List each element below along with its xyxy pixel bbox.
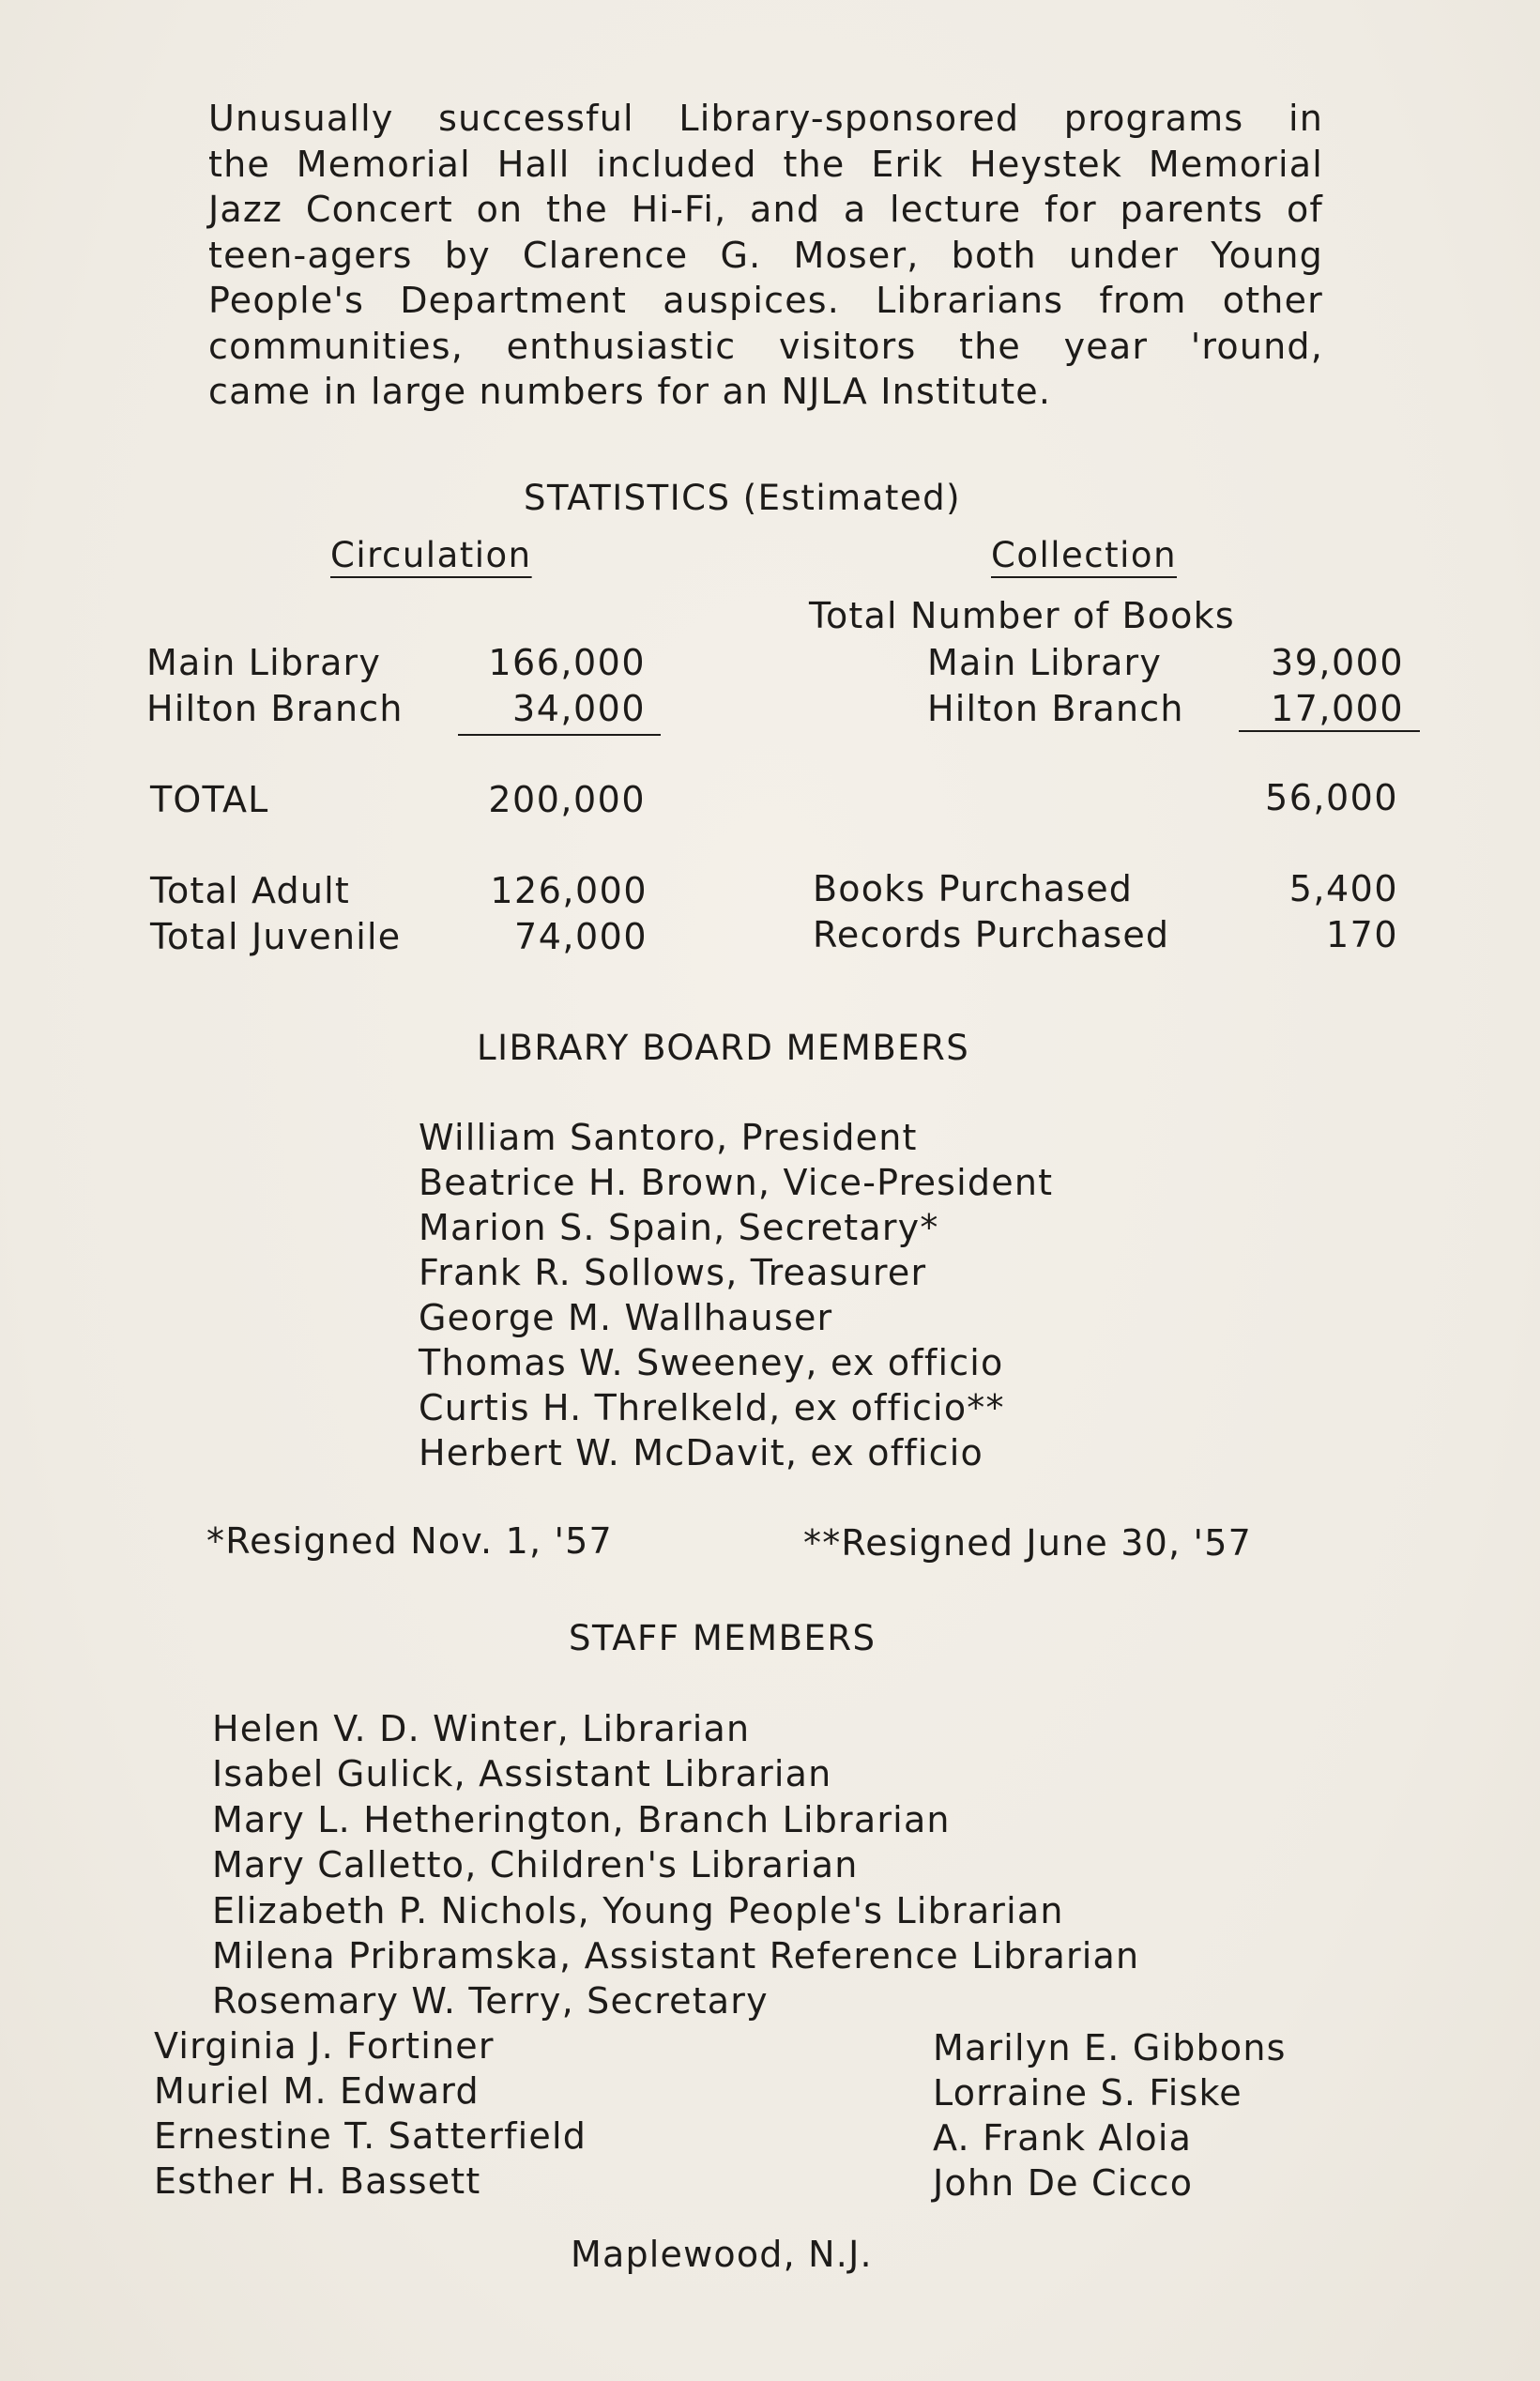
- collection-label-main: Main Library: [927, 642, 1163, 683]
- intro-line: Jazz Concert on the Hi-Fi, and a lecture for parents of: [208, 189, 1323, 230]
- records-purchased-value: 170: [1325, 914, 1398, 955]
- staff-right-name: Lorraine S. Fiske: [933, 2072, 1243, 2114]
- collection-heading: Collection: [991, 535, 1178, 575]
- circulation-sum-rule: [458, 734, 661, 736]
- intro-line: came in large numbers for an NJLA Institute.: [208, 371, 1052, 412]
- staff-right-name: A. Frank Aloia: [933, 2117, 1193, 2159]
- staff-member: Mary L. Hetherington, Branch Librarian: [212, 1799, 951, 1840]
- collection-total-value: 56,000: [1265, 777, 1398, 818]
- board-member: Herbert W. McDavit, ex officio: [419, 1432, 983, 1473]
- intro-line: Unusually successful Library-sponsored programs in: [208, 98, 1323, 139]
- staff-left-name: Ernestine T. Satterfield: [154, 2115, 587, 2157]
- staff-member: Elizabeth P. Nichols, Young People's Librarian: [212, 1890, 1064, 1931]
- board-footnote-2: **Resigned June 30, '57: [803, 1522, 1252, 1564]
- board-member: Thomas W. Sweeney, ex officio: [419, 1342, 1004, 1383]
- circulation-total-value: 200,000: [488, 779, 646, 820]
- collection-sum-rule: [1239, 730, 1420, 732]
- board-member: Curtis H. Threlkeld, ex officio**: [419, 1387, 1005, 1428]
- board-member: Marion S. Spain, Secretary*: [419, 1207, 939, 1248]
- circulation-heading: Circulation: [330, 535, 532, 575]
- board-member: William Santoro, President: [419, 1117, 918, 1158]
- staff-member: Rosemary W. Terry, Secretary: [212, 1980, 769, 2022]
- board-member: Frank R. Sollows, Treasurer: [419, 1252, 927, 1293]
- staff-member: Isabel Gulick, Assistant Librarian: [212, 1753, 832, 1794]
- board-title: LIBRARY BOARD MEMBERS: [477, 1028, 970, 1068]
- circulation-label-hilton: Hilton Branch: [146, 688, 404, 729]
- intro-paragraph: [208, 96, 1323, 415]
- total-juvenile-label: Total Juvenile: [150, 916, 402, 957]
- staff-left-name: Muriel M. Edward: [154, 2070, 480, 2112]
- circulation-value-main: 166,000: [488, 642, 646, 683]
- intro-line: communities, enthusiastic visitors the year 'round,: [208, 325, 1323, 367]
- total-adult-label: Total Adult: [150, 870, 351, 911]
- circulation-label-main: Main Library: [146, 642, 382, 683]
- books-purchased-value: 5,400: [1288, 868, 1398, 909]
- location-footer: Maplewood, N.J.: [571, 2234, 873, 2275]
- collection-subheading: Total Number of Books: [809, 595, 1235, 636]
- total-adult-value: 126,000: [490, 870, 648, 911]
- staff-left-name: Virginia J. Fortiner: [154, 2025, 495, 2067]
- staff-title: STAFF MEMBERS: [569, 1618, 877, 1658]
- books-purchased-label: Books Purchased: [813, 868, 1134, 909]
- collection-value-main: 39,000: [1271, 642, 1404, 683]
- intro-line: teen-agers by Clarence G. Moser, both under Young: [208, 234, 1323, 276]
- intro-line: the Memorial Hall included the Erik Heystek Memorial: [208, 143, 1323, 185]
- staff-left-name: Esther H. Bassett: [154, 2160, 481, 2202]
- staff-member: Mary Calletto, Children's Librarian: [212, 1844, 859, 1885]
- board-footnote-1: *Resigned Nov. 1, '57: [206, 1520, 613, 1562]
- staff-right-name: John De Cicco: [933, 2162, 1194, 2204]
- statistics-title: STATISTICS (Estimated): [524, 478, 962, 518]
- total-juvenile-value: 74,000: [514, 916, 648, 957]
- staff-member: Helen V. D. Winter, Librarian: [212, 1708, 751, 1749]
- collection-label-hilton: Hilton Branch: [927, 688, 1184, 729]
- total-label: TOTAL: [150, 779, 269, 820]
- collection-value-hilton: 17,000: [1271, 688, 1404, 729]
- records-purchased-label: Records Purchased: [813, 914, 1170, 955]
- board-member: Beatrice H. Brown, Vice-President: [419, 1162, 1054, 1203]
- staff-member: Milena Pribramska, Assistant Reference Librarian: [212, 1935, 1140, 1977]
- circulation-value-hilton: 34,000: [512, 688, 646, 729]
- board-member: George M. Wallhauser: [419, 1297, 833, 1338]
- intro-line: People's Department auspices. Librarians from other: [208, 280, 1323, 321]
- staff-right-name: Marilyn E. Gibbons: [933, 2027, 1287, 2068]
